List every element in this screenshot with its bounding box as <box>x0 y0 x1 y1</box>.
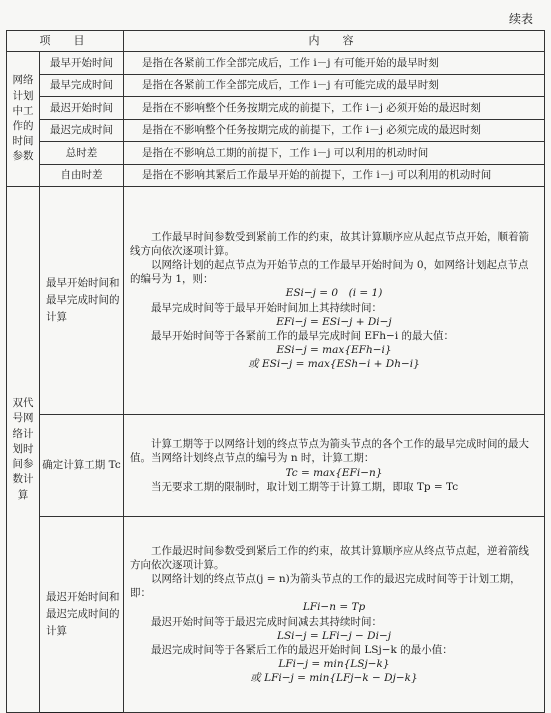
early-times-content <box>124 187 545 415</box>
formula: ESi−j = max{EFh−i} <box>276 344 392 357</box>
paragraph: 当无要求工期的限制时，取计划工期等于计算工期，即取 Tp = Tc <box>151 480 459 493</box>
table-row <box>7 74 545 97</box>
formula: 或 ESi−j = max{ESh−i + Dh−i} <box>248 358 420 371</box>
row-desc: 是指在不影响总工期的前提下，工作 i－j 可以利用的机动时间 <box>124 142 545 165</box>
row-name: 最早完成时间 <box>40 74 124 97</box>
formula: ESi−j = 0 (i = 1) <box>285 287 383 300</box>
row-name: 最早开始时间 <box>40 52 124 75</box>
table-row <box>7 52 545 75</box>
calc-period-content <box>124 415 545 517</box>
table-row <box>7 119 545 142</box>
group2-label: 双代号网络计划时间参数计算 <box>7 187 40 713</box>
table-row <box>7 187 545 415</box>
row-desc: 是指在不影响整个任务按期完成的前提下，工作 i－j 必须开始的最迟时刻 <box>124 97 545 120</box>
row-desc: 是指在不影响其紧后工作最早开始的前提下，工作 i－j 可以利用的机动时间 <box>124 164 545 187</box>
formula: LFi−j = min{LSj−k} <box>278 658 390 671</box>
paragraph: 最早完成时间等于最早开始时间加上其持续时间： <box>151 301 382 314</box>
late-times-name: 最迟开始时间和最迟完成时间的计算 <box>40 517 124 713</box>
header-item: 项 目 <box>7 31 124 52</box>
row-desc: 是指在不影响整个任务按期完成的前提下，工作 i－j 必须完成的最迟时刻 <box>124 119 545 142</box>
row-name: 自由时差 <box>40 164 124 187</box>
late-times-content <box>124 517 545 713</box>
table-row <box>7 97 545 120</box>
paragraph: 计算工期等于以网络计划的终点节点为箭头节点的各个工作的最早完成时间的最大值。当网络计划终点节点的编号为 n 时，计算工期： <box>130 438 529 465</box>
table-row <box>7 164 545 187</box>
row-name: 总时差 <box>40 142 124 165</box>
formula: LFi−n = Tp <box>302 601 366 614</box>
formula: EFi−j = ESi−j + Di−j <box>276 315 392 328</box>
formula: LSi−j = LFi−j − Di−j <box>276 629 392 642</box>
table-row <box>7 415 545 517</box>
table-row <box>7 142 545 165</box>
table-header-row <box>7 31 545 52</box>
paragraph: 最迟完成时间等于各紧后工作的最迟开始时间 LSj−k 的最小值： <box>151 643 453 656</box>
continued-label: 续表 <box>508 12 533 26</box>
row-name: 最迟完成时间 <box>40 119 124 142</box>
table-row <box>7 517 545 713</box>
paragraph: 最早开始时间等于各紧前工作的最早完成时间 EFh−i 的最大值： <box>151 329 455 342</box>
calc-period-name: 确定计算工期 Tc <box>40 415 124 517</box>
row-desc: 是指在各紧前工作全部完成后，工作 i－j 有可能开始的最早时刻 <box>124 52 545 75</box>
paragraph: 最迟开始时间等于最迟完成时间减去其持续时间： <box>151 615 382 628</box>
formula: Tc = max{EFi−n} <box>285 466 383 479</box>
row-desc: 是指在各紧前工作全部完成后，工作 i－j 有可能完成的最早时刻 <box>124 74 545 97</box>
parameter-table <box>6 30 545 713</box>
paragraph: 以网络计划的终点节点(j = n)为箭头节点的工作的最迟完成时间等于计划工期，即： <box>130 572 521 600</box>
paragraph: 工作最迟时间参数受到紧后工作的约束，故其计算顺序应从终点节点起，逆着箭线方向依次逐项计算。 <box>130 544 529 571</box>
paragraph: 以网络计划的起点节点为开始节点的工作最早开始时间为 0，如网络计划起点节点的编号为 1，则： <box>130 258 529 286</box>
row-name: 最迟开始时间 <box>40 97 124 120</box>
header-content: 内 容 <box>124 31 545 52</box>
group1-label: 网络计划中工作的时间参数 <box>7 52 40 187</box>
early-times-name: 最早开始时间和最早完成时间的计算 <box>40 187 124 415</box>
paragraph: 工作最早时间参数受到紧前工作的约束，故其计算顺序应从起点节点开始，顺着箭线方向依次逐项计算。 <box>130 230 529 257</box>
formula: 或 LFi−j = min{LFj−k − Dj−k} <box>250 672 418 685</box>
